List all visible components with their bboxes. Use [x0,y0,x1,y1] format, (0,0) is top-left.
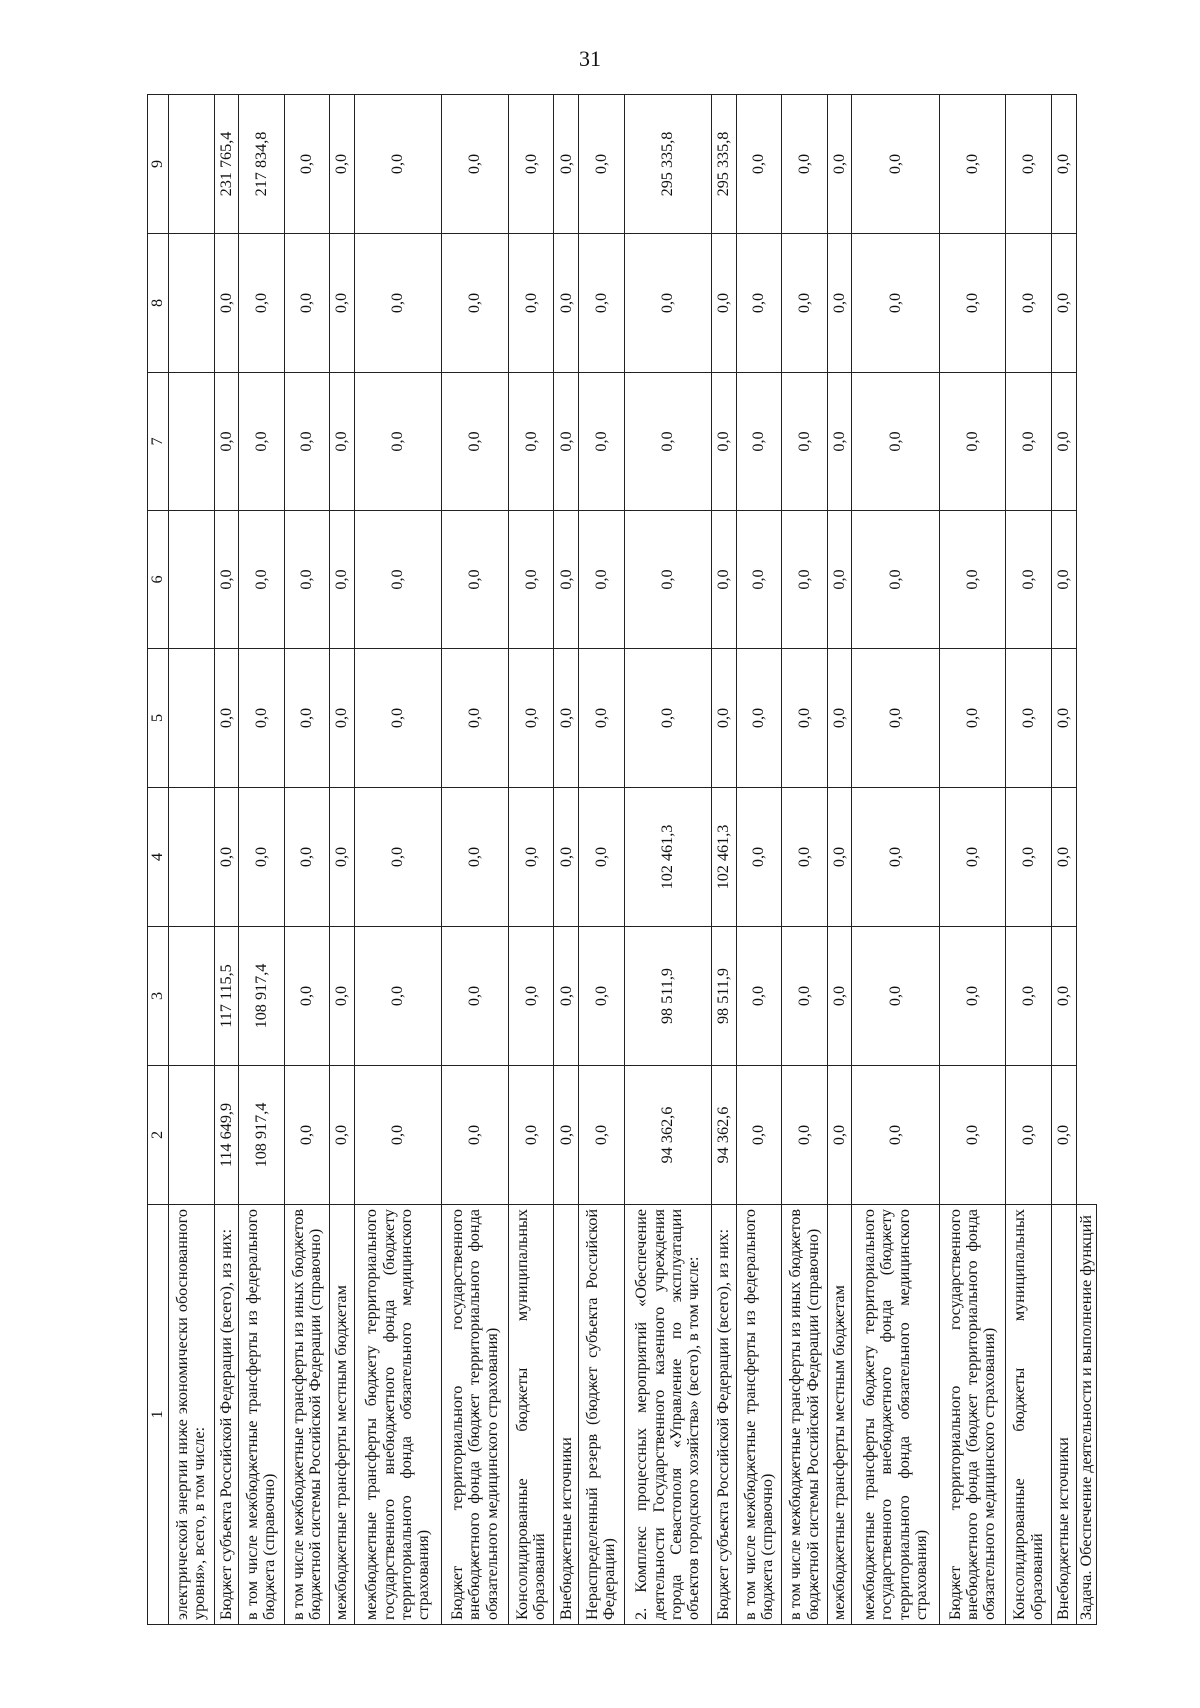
value-cell: 0,0 [1052,927,1077,1066]
value-cell: 0,0 [782,234,828,373]
value-cell: 0,0 [442,234,509,373]
value-cell: 0,0 [214,234,239,373]
table-row [239,95,285,1625]
value-cell: 0,0 [827,649,852,788]
table-row [579,95,625,1625]
row-label: в том числе межбюджетные трансферты из федерального бюджета (справочно) [239,1205,285,1625]
value-cell: 0,0 [736,927,782,1066]
value-cell: 0,0 [214,788,239,927]
value-cell: 217 834,8 [239,95,285,234]
row-label: Нераспределенный резерв (бюджет субъекта Российской Федерации) [579,1205,625,1625]
value-cell: 0,0 [330,95,355,234]
value-cell: 0,0 [442,649,509,788]
value-cell: 0,0 [939,511,1006,649]
value-cell: 0,0 [579,234,625,373]
row-label: 2. Комплекс процессных мероприятий «Обеспечение деятельности Государственного казенного учреждения города Севастополя «Управление по эксплуатации объектов городского хозяйства» (всего), в том числе: [624,1205,712,1625]
value-cell: 0,0 [214,511,239,649]
value-cell: 0,0 [827,1066,852,1205]
value-cell: 0,0 [624,234,712,373]
value-cell: 0,0 [1052,511,1077,649]
value-cell: 0,0 [354,373,442,511]
value-cell: 98 511,9 [712,927,737,1066]
table-row [554,95,579,1625]
value-cell: 0,0 [284,234,330,373]
value-cell: 0,0 [508,511,554,649]
value-cell: 0,0 [442,511,509,649]
value-cell: 0,0 [827,95,852,234]
value-cell: 0,0 [354,95,442,234]
value-cell: 0,0 [736,1066,782,1205]
value-cell: 0,0 [1052,649,1077,788]
value-cell: 0,0 [554,649,579,788]
value-cell: 0,0 [827,373,852,511]
value-cell: 0,0 [508,234,554,373]
value-cell: 0,0 [330,649,355,788]
column-header: 4 [148,788,169,927]
row-label: Бюджет территориального государственного внебюджетного фонда (бюджет территориального фонда обязательного медицинского страхования) [939,1205,1006,1625]
value-cell: 0,0 [239,373,285,511]
value-cell: 0,0 [939,927,1006,1066]
value-cell: 0,0 [1052,1066,1077,1205]
value-cell: 108 917,4 [239,927,285,1066]
value-cell: 0,0 [442,788,509,927]
value-cell: 0,0 [354,511,442,649]
value-cell: 0,0 [354,649,442,788]
value-cell: 0,0 [1052,234,1077,373]
table-row [712,95,737,1625]
value-cell: 0,0 [508,649,554,788]
value-cell: 0,0 [1006,234,1052,373]
header-row [148,95,169,1625]
value-cell: 0,0 [554,373,579,511]
value-cell: 0,0 [579,927,625,1066]
value-cell: 0,0 [1052,788,1077,927]
value-cell: 0,0 [442,95,509,234]
value-cell: 295 335,8 [712,95,737,234]
value-cell: 0,0 [354,927,442,1066]
value-cell: 0,0 [284,511,330,649]
value-cell: 0,0 [1006,511,1052,649]
value-cell [169,234,215,373]
row-label: электрической энергии ниже экономически обоснованного уровня», всего, в том числе: [169,1205,215,1625]
value-cell: 0,0 [508,95,554,234]
value-cell: 0,0 [284,1066,330,1205]
value-cell: 0,0 [239,511,285,649]
value-cell: 0,0 [827,788,852,927]
value-cell: 0,0 [782,95,828,234]
value-cell: 0,0 [782,649,828,788]
value-cell: 0,0 [554,1066,579,1205]
table-row [354,95,442,1625]
value-cell: 0,0 [852,927,940,1066]
value-cell: 0,0 [579,649,625,788]
value-cell: 0,0 [852,234,940,373]
row-label: Бюджет субъекта Российской Федерации (всего), из них: [214,1205,239,1625]
value-cell: 0,0 [1052,95,1077,234]
value-cell: 0,0 [852,649,940,788]
row-label: Консолидированные бюджеты муниципальных образований [1006,1205,1052,1625]
value-cell: 0,0 [736,373,782,511]
value-cell: 0,0 [939,234,1006,373]
value-cell: 0,0 [579,788,625,927]
row-label: Внебюджетные источники [554,1205,579,1625]
value-cell: 0,0 [1052,373,1077,511]
value-cell: 0,0 [782,1066,828,1205]
value-cell [169,1066,215,1205]
table-row [508,95,554,1625]
rotated-table-wrapper [147,95,1097,1625]
row-label: межбюджетные трансферты бюджету территориального государственного внебюджетного фонда (бюджету территориального фонда обязательного медицинского страхования) [354,1205,442,1625]
value-cell: 108 917,4 [239,1066,285,1205]
value-cell [169,95,215,234]
value-cell: 0,0 [284,95,330,234]
value-cell: 0,0 [852,788,940,927]
value-cell: 0,0 [852,95,940,234]
value-cell: 0,0 [354,788,442,927]
value-cell: 0,0 [939,373,1006,511]
value-cell: 0,0 [579,95,625,234]
value-cell: 102 461,3 [624,788,712,927]
value-cell: 0,0 [1006,95,1052,234]
value-cell: 0,0 [712,234,737,373]
row-label: в том числе межбюджетные трансферты из иных бюджетов бюджетной системы Российской Федерации (справочно) [782,1205,828,1625]
table-row [827,95,852,1625]
row-label: в том числе межбюджетные трансферты из иных бюджетов бюджетной системы Российской Федерации (справочно) [284,1205,330,1625]
value-cell: 0,0 [939,649,1006,788]
value-cell [169,373,215,511]
table-row [782,95,828,1625]
value-cell [169,649,215,788]
value-cell: 0,0 [508,788,554,927]
table-row [624,95,712,1625]
value-cell: 114 649,9 [214,1066,239,1205]
value-cell: 0,0 [330,788,355,927]
value-cell: 0,0 [624,649,712,788]
row-label: в том числе межбюджетные трансферты из федерального бюджета (справочно) [736,1205,782,1625]
value-cell: 0,0 [827,511,852,649]
value-cell [169,788,215,927]
value-cell: 0,0 [354,1066,442,1205]
table-row [169,95,215,1625]
value-cell: 94 362,6 [624,1066,712,1205]
value-cell [169,927,215,1066]
value-cell: 0,0 [939,95,1006,234]
value-cell: 0,0 [782,788,828,927]
value-cell: 0,0 [214,373,239,511]
value-cell: 0,0 [579,373,625,511]
row-label: Внебюджетные источники [1052,1205,1077,1625]
value-cell: 0,0 [554,95,579,234]
value-cell: 0,0 [554,511,579,649]
value-cell: 0,0 [852,1066,940,1205]
value-cell: 0,0 [852,511,940,649]
value-cell: 0,0 [624,511,712,649]
column-header: 3 [148,927,169,1066]
value-cell: 0,0 [712,511,737,649]
value-cell: 0,0 [736,649,782,788]
value-cell: 231 765,4 [214,95,239,234]
column-header: 1 [148,1205,169,1625]
footer-cell: Задача. Обеспечение деятельности и выполнение функций [1076,1205,1096,1625]
value-cell: 0,0 [736,95,782,234]
value-cell: 0,0 [284,373,330,511]
value-cell: 0,0 [508,373,554,511]
value-cell: 295 335,8 [624,95,712,234]
value-cell: 0,0 [1006,373,1052,511]
table-row [284,95,330,1625]
value-cell: 0,0 [284,788,330,927]
row-label: Бюджет субъекта Российской Федерации (всего), из них: [712,1205,737,1625]
value-cell: 0,0 [284,649,330,788]
value-cell: 0,0 [852,373,940,511]
value-cell: 0,0 [354,234,442,373]
value-cell: 0,0 [554,234,579,373]
value-cell: 0,0 [508,1066,554,1205]
value-cell: 0,0 [712,649,737,788]
row-label: межбюджетные трансферты бюджету территориального государственного внебюджетного фонда (бюджету территориального фонда обязательного медицинского страхования) [852,1205,940,1625]
value-cell: 0,0 [508,927,554,1066]
value-cell: 0,0 [239,234,285,373]
column-header: 7 [148,373,169,511]
table-row [852,95,940,1625]
value-cell: 0,0 [1006,1066,1052,1205]
value-cell: 0,0 [736,788,782,927]
column-header: 6 [148,511,169,649]
value-cell: 0,0 [736,234,782,373]
value-cell: 94 362,6 [712,1066,737,1205]
value-cell: 0,0 [579,1066,625,1205]
value-cell: 0,0 [330,511,355,649]
table-row [939,95,1006,1625]
row-label: межбюджетные трансферты местным бюджетам [827,1205,852,1625]
value-cell: 0,0 [782,927,828,1066]
footer-row [1076,95,1096,1625]
value-cell: 0,0 [1006,788,1052,927]
table-body [169,95,1077,1625]
value-cell [169,511,215,649]
value-cell: 0,0 [330,373,355,511]
value-cell: 0,0 [579,511,625,649]
column-header: 5 [148,649,169,788]
column-header: 2 [148,1066,169,1205]
value-cell: 0,0 [712,373,737,511]
value-cell: 0,0 [442,1066,509,1205]
row-label: Бюджет территориального государственного внебюджетного фонда (бюджет территориального фонда обязательного медицинского страхования) [442,1205,509,1625]
row-label: межбюджетные трансферты местным бюджетам [330,1205,355,1625]
page-number: 31 [579,46,601,71]
table-row [1052,95,1077,1625]
value-cell: 0,0 [782,511,828,649]
value-cell: 0,0 [330,234,355,373]
value-cell: 0,0 [239,649,285,788]
column-header: 8 [148,234,169,373]
table-row [330,95,355,1625]
value-cell: 0,0 [330,927,355,1066]
table-row [736,95,782,1625]
value-cell: 0,0 [442,373,509,511]
column-header: 9 [148,95,169,234]
value-cell: 102 461,3 [712,788,737,927]
value-cell: 0,0 [214,649,239,788]
value-cell: 117 115,5 [214,927,239,1066]
budget-table-rotated [147,95,1097,1625]
value-cell: 0,0 [782,373,828,511]
value-cell: 0,0 [1006,649,1052,788]
value-cell: 0,0 [736,511,782,649]
value-cell: 98 511,9 [624,927,712,1066]
row-label: Консолидированные бюджеты муниципальных образований [508,1205,554,1625]
value-cell: 0,0 [939,1066,1006,1205]
value-cell: 0,0 [554,927,579,1066]
table-row [214,95,239,1625]
value-cell: 0,0 [624,373,712,511]
value-cell: 0,0 [442,927,509,1066]
value-cell: 0,0 [239,788,285,927]
table-row [1006,95,1052,1625]
value-cell: 0,0 [554,788,579,927]
table-row [442,95,509,1625]
value-cell: 0,0 [827,234,852,373]
value-cell: 0,0 [827,927,852,1066]
budget-table [147,94,1097,1625]
value-cell: 0,0 [284,927,330,1066]
value-cell: 0,0 [330,1066,355,1205]
value-cell: 0,0 [1006,927,1052,1066]
value-cell: 0,0 [939,788,1006,927]
